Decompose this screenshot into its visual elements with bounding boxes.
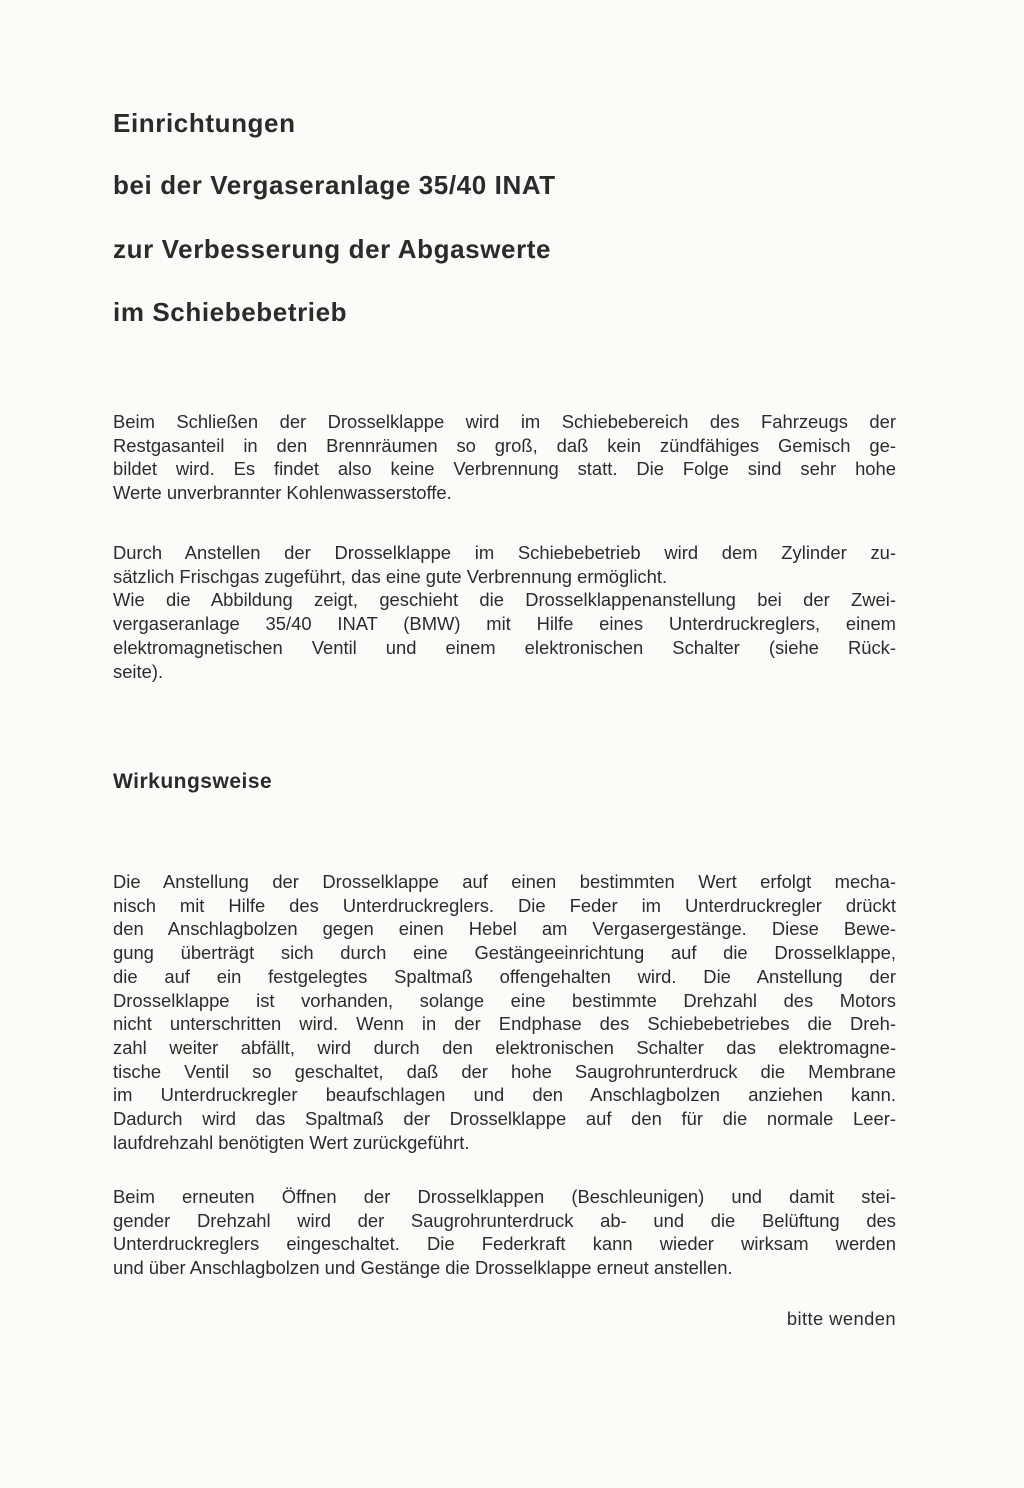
title-line-2: bei der Vergaseranlage 35/40 INAT: [113, 170, 556, 200]
text-line: Beim erneuten Öffnen der Drosselklappen (Beschleunigen) und damit stei-: [113, 1186, 896, 1207]
text-line: im Unterdruckregler beaufschlagen und den Anschlagbolzen anziehen kann.: [113, 1084, 896, 1106]
section-paragraph-2: [113, 1185, 896, 1280]
title-line-3: zur Verbesserung der Abgaswerte: [113, 234, 552, 264]
text-line: nisch mit Hilfe des Unterdruckreglers. Die Feder im Unterdruckregler drückt: [113, 894, 896, 916]
text-line: Wie die Abbildung zeigt, geschieht die Drosselklappenanstellung bei der Zwei-: [113, 589, 896, 611]
text-line: die auf ein festgelegtes Spaltmaß offengehalten wird. Die Anstellung der: [113, 965, 896, 987]
text-line: Durch Anstellen der Drosselklappe im Schiebebetrieb wird dem Zylinder zu-: [113, 542, 896, 563]
document-page: [113, 0, 896, 1488]
intro-paragraph-2: [113, 541, 896, 683]
section-paragraph-1: [113, 870, 896, 1154]
text-line: seite).: [113, 660, 164, 682]
title-line-1: Einrichtungen: [113, 108, 296, 138]
text-line: vergaseranlage 35/40 INAT (BMW) mit Hilfe eines Unterdruckreglers, einem: [113, 613, 896, 635]
intro-paragraph-1: [113, 410, 896, 505]
text-line: Drosselklappe ist vorhanden, solange eine bestimmte Drehzahl des Motors: [113, 989, 896, 1011]
text-line: den Anschlagbolzen gegen einen Hebel am Vergasergestänge. Diese Bewe-: [113, 918, 896, 940]
text-line: sätzlich Frischgas zugeführt, das eine gute Verbrennung ermöglicht.: [113, 565, 668, 587]
text-line: laufdrehzahl benötigten Wert zurückgeführt.: [113, 1131, 470, 1153]
text-line: gung überträgt sich durch eine Gestängeeinrichtung auf die Drosselklappe,: [113, 942, 896, 964]
section-heading: Wirkungsweise: [113, 770, 273, 793]
text-line: und über Anschlagbolzen und Gestänge die Drosselklappe erneut anstellen.: [113, 1257, 733, 1279]
text-line: bildet wird. Es findet also keine Verbrennung statt. Die Folge sind sehr hohe: [113, 458, 896, 480]
title-line-4: im Schiebebetrieb: [113, 297, 348, 327]
text-line: Werte unverbrannter Kohlenwasserstoffe.: [113, 482, 452, 504]
text-line: Dadurch wird das Spaltmaß der Drosselklappe auf den für die normale Leer-: [113, 1108, 896, 1130]
text-line: gender Drehzahl wird der Saugrohrunterdruck ab- und die Belüftung des: [113, 1209, 896, 1231]
text-line: Beim Schließen der Drosselklappe wird im Schiebebereich des Fahrzeugs der: [113, 411, 896, 432]
text-line: Unterdruckreglers eingeschaltet. Die Federkraft kann wieder wirksam werden: [113, 1233, 896, 1255]
text-line: elektromagnetischen Ventil und einem elektronischen Schalter (siehe Rück-: [113, 636, 896, 658]
text-line: Restgasanteil in den Brennräumen so groß, daß kein zündfähiges Gemisch ge-: [113, 434, 896, 456]
text-line: nicht unterschritten wird. Wenn in der Endphase des Schiebebetriebes die Dreh-: [113, 1013, 896, 1035]
turn-page-note: bitte wenden: [786, 1308, 896, 1329]
text-line: tische Ventil so geschaltet, daß der hohe Saugrohrunterdruck die Membrane: [113, 1060, 896, 1082]
text-line: zahl weiter abfällt, wird durch den elektronischen Schalter das elektromagne-: [113, 1036, 896, 1058]
text-line: Die Anstellung der Drosselklappe auf einen bestimmten Wert erfolgt mecha-: [113, 871, 896, 892]
